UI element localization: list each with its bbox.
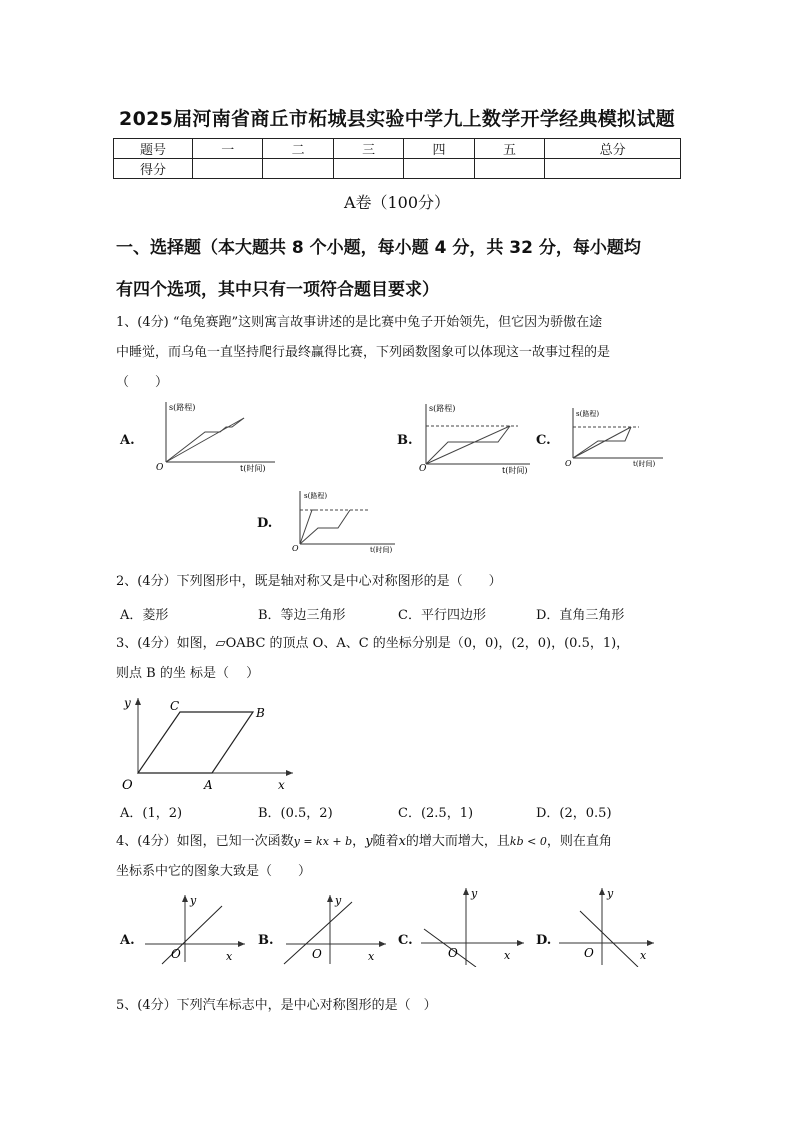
q5-text: 5、(4分）下列汽车标志中，是中心对称图形的是（ ） — [116, 998, 437, 1013]
exam-title: 2025届河南省商丘市柘城县实验中学九上数学开学经典模拟试题 — [119, 108, 675, 130]
q4-text-d: 的增大而增大，且 — [405, 834, 510, 849]
score-cell[interactable] — [474, 159, 544, 179]
q4-var-x: x — [398, 834, 406, 849]
svg-text:x: x — [368, 950, 375, 963]
svg-text:y: y — [335, 894, 342, 907]
score-header-cell: 五 — [474, 139, 544, 159]
q4-condition: kb < 0 — [509, 835, 547, 848]
q4-option-a-label[interactable]: A. — [120, 933, 135, 948]
score-header-cell: 四 — [404, 139, 474, 159]
q3-option-b[interactable]: B．(0.5，2) — [258, 806, 333, 821]
svg-text:O: O — [171, 947, 181, 961]
q4-line2: 坐标系中它的图象大致是（ ） — [116, 864, 312, 879]
q4-graph-d — [556, 885, 666, 967]
score-cell[interactable] — [193, 159, 263, 179]
score-table-score-row — [114, 159, 681, 179]
q1-option-d-label[interactable]: D. — [257, 516, 273, 531]
svg-text:t(时间): t(时间) — [240, 464, 266, 473]
svg-text:s(路程): s(路程) — [429, 404, 456, 413]
q1-option-c-label[interactable]: C. — [536, 433, 551, 448]
svg-text:t(时间): t(时间) — [370, 546, 393, 554]
score-header-cell: 题号 — [114, 139, 193, 159]
svg-text:A: A — [204, 778, 213, 792]
q4-text-c: 随着 — [372, 834, 399, 849]
q3-line2: 则点 B 的坐 标是（ ） — [116, 666, 260, 681]
score-cell[interactable] — [333, 159, 403, 179]
svg-text:y: y — [124, 696, 131, 710]
section-heading-line1: 一、选择题（本大题共 8 个小题，每小题 4 分，共 32 分，每小题均 — [116, 238, 641, 258]
svg-text:s(路程): s(路程) — [304, 492, 328, 500]
score-table-header-row — [114, 139, 681, 159]
q2-option-d[interactable]: D．直角三角形 — [536, 608, 625, 623]
q3-line1: 3、(4分）如图，▱OABC 的顶点 O、A、C 的坐标分别是（0，0)，(2，0)，(0.5，1)， — [116, 636, 630, 651]
score-header-cell: 三 — [333, 139, 403, 159]
svg-text:y: y — [471, 887, 478, 900]
svg-text:O: O — [312, 947, 322, 961]
svg-text:O: O — [156, 463, 164, 473]
q4-formula: y = kx + b — [293, 835, 353, 848]
q1-graph-b — [418, 400, 538, 475]
q4-text-a: 4、(4分）如图，已知一次函数 — [116, 834, 294, 849]
q1-graph-a — [150, 398, 280, 473]
q2-option-c[interactable]: C．平行四边形 — [398, 608, 486, 623]
svg-text:x: x — [504, 949, 511, 962]
q2-option-a[interactable]: A．菱形 — [120, 608, 169, 623]
q2-text: 2、(4分）下列图形中，既是轴对称又是中心对称图形的是（ ） — [116, 574, 502, 589]
q4-graph-a — [140, 892, 255, 967]
q4-var-y: y — [365, 834, 373, 849]
svg-text:x: x — [640, 949, 647, 962]
svg-text:O: O — [565, 459, 572, 468]
svg-text:s(路程): s(路程) — [576, 410, 600, 418]
svg-text:y: y — [190, 894, 197, 907]
svg-text:O: O — [122, 778, 133, 793]
q4-graph-b — [278, 892, 393, 967]
svg-text:t(时间): t(时间) — [502, 466, 528, 475]
q4-text-e: ，则在直角 — [546, 834, 612, 849]
q4-line1 — [116, 832, 612, 852]
score-header-cell: 总分 — [545, 139, 681, 159]
q1-graph-d — [290, 488, 405, 558]
q4-option-d-label[interactable]: D. — [536, 933, 552, 948]
q1-line2: 中睡觉，而乌龟一直坚持爬行最终赢得比赛，下列函数图象可以体现这一故事过程的是 — [116, 345, 611, 360]
svg-text:x: x — [226, 950, 233, 963]
q1-option-b-label[interactable]: B. — [397, 433, 413, 448]
score-row-label: 得分 — [114, 159, 193, 179]
svg-text:y: y — [607, 887, 614, 900]
q3-option-d[interactable]: D．(2，0.5) — [536, 806, 612, 821]
svg-text:x: x — [278, 778, 285, 792]
q3-option-c[interactable]: C．(2.5，1) — [398, 806, 474, 821]
score-cell[interactable] — [404, 159, 474, 179]
svg-text:s(路程): s(路程) — [169, 403, 196, 412]
q3-option-a[interactable]: A．(1，2) — [120, 806, 183, 821]
score-cell[interactable] — [263, 159, 333, 179]
q2-option-b[interactable]: B．等边三角形 — [258, 608, 346, 623]
paper-label: A卷（100分） — [343, 193, 451, 212]
section-heading-line2: 有四个选项，其中只有一项符合题目要求） — [116, 280, 439, 300]
svg-text:t(时间): t(时间) — [633, 460, 656, 468]
q1-line3: （ ） — [116, 375, 169, 390]
q4-option-c-label[interactable]: C. — [398, 933, 413, 948]
score-header-cell: 一 — [193, 139, 263, 159]
score-table — [113, 138, 681, 179]
svg-text:B: B — [256, 706, 265, 720]
q3-parallelogram-figure — [118, 693, 303, 793]
svg-text:O: O — [584, 946, 594, 960]
q4-text-b: ， — [352, 834, 366, 849]
score-header-cell: 二 — [263, 139, 333, 159]
svg-text:C: C — [170, 699, 180, 713]
svg-text:O: O — [292, 544, 299, 553]
svg-text:O: O — [419, 464, 427, 474]
q4-option-b-label[interactable]: B. — [258, 933, 274, 948]
q1-graph-c — [563, 406, 673, 471]
q1-option-a-label[interactable]: A. — [120, 433, 135, 448]
q1-line1: 1、(4分) “龟兔赛跑”这则寓言故事讲述的是比赛中兔子开始领先，但它因为骄傲在途 — [116, 315, 603, 330]
q4-graph-c — [416, 885, 531, 967]
score-cell[interactable] — [545, 159, 681, 179]
svg-text:O: O — [448, 946, 458, 960]
